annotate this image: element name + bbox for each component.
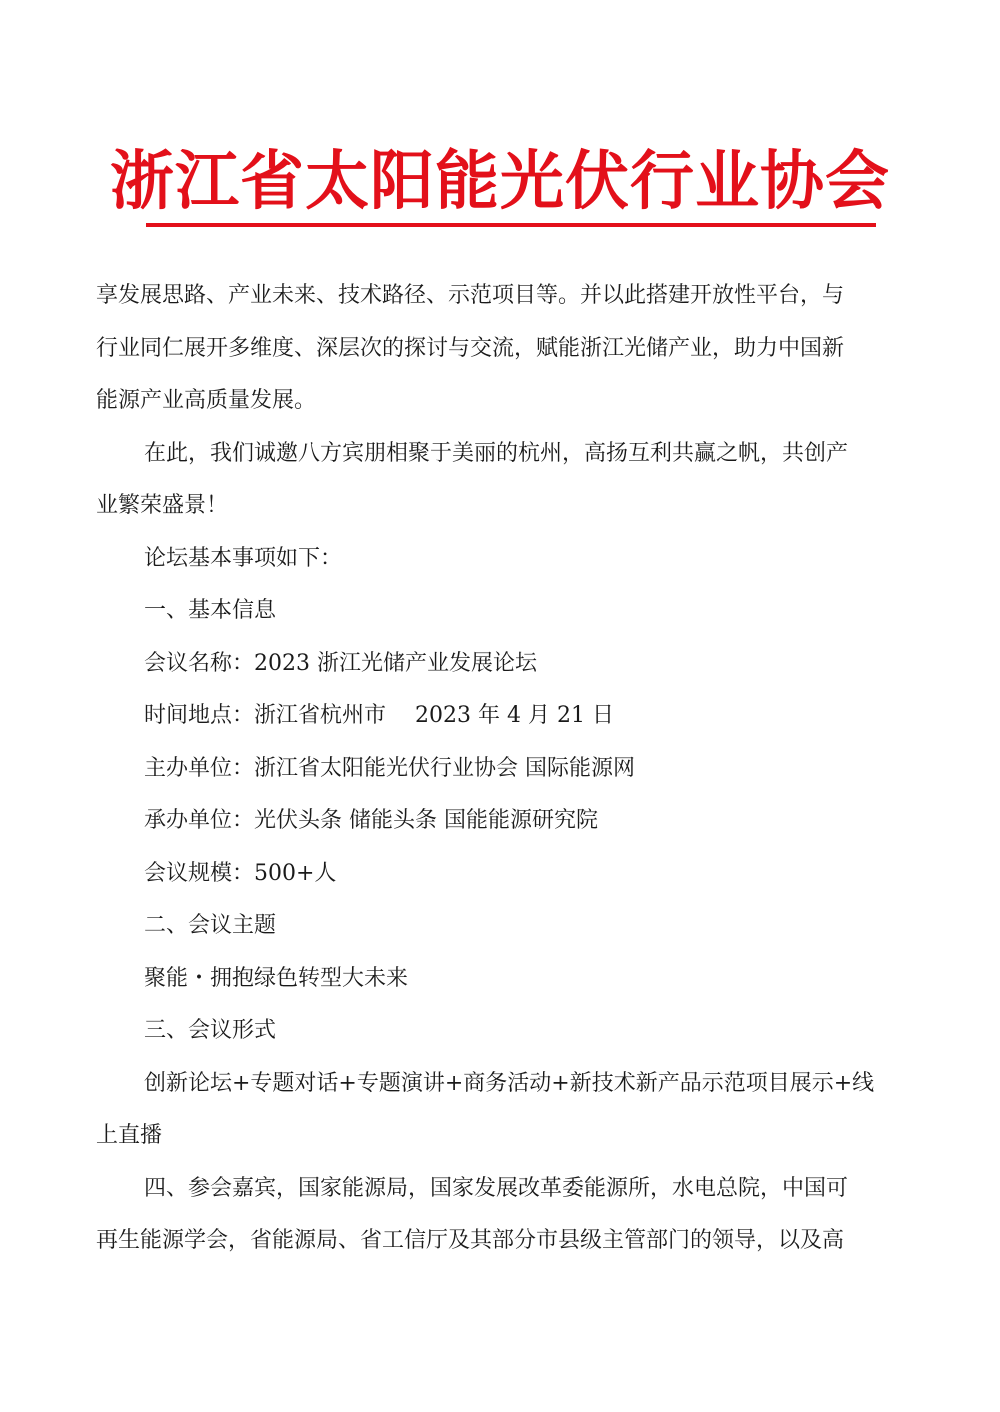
letterhead-title: 浙江省太阳能光伏行业协会 [110,145,890,219]
section-heading-theme: 二、会议主题 [144,913,277,938]
body-line: 论坛基本事项如下： [144,545,343,571]
format-line-continued: 上直播 [96,1123,163,1148]
body-line: 业繁荣盛景！ [96,493,229,518]
letterhead-rule [146,223,876,227]
body-line: 行业同仁展开多维度、深层次的探讨与交流，赋能浙江光储产业，助力中国新 [96,335,845,361]
guests-line: 四、参会嘉宾，国家能源局，国家发展改革委能源所，水电总院，中国可 [144,1175,849,1201]
guests-line-continued: 再生能源学会，省能源局、省工信厅及其部分市县级主管部门的领导，以及高 [96,1228,845,1253]
section-heading-basic-info: 一、基本信息 [144,598,277,623]
document-body [96,270,908,1268]
meeting-name-line: 会议名称：2023 浙江光储产业发展论坛 [144,650,537,676]
body-line: 能源产业高质量发展。 [96,388,317,413]
body-line: 享发展思路、产业未来、技术路径、示范项目等。并以此搭建开放性平台，与 [96,283,845,308]
format-line: 创新论坛+专题对话+专题演讲+商务活动+新技术新产品示范项目展示+线 [144,1070,875,1096]
organizer-line: 主办单位：浙江省太阳能光伏行业协会 国际能源网 [144,755,635,781]
body-line: 在此，我们诚邀八方宾朋相聚于美丽的杭州，高扬互利共赢之帆，共创产 [144,440,849,466]
meeting-scale-line: 会议规模：500+人 [144,860,337,886]
section-heading-format: 三、会议形式 [144,1018,277,1043]
theme-line: 聚能・拥抱绿色转型大未来 [144,965,409,991]
co-organizer-line: 承办单位：光伏头条 储能头条 国能能源研究院 [144,808,598,833]
time-location-line: 时间地点：浙江省杭州市 2023 年 4 月 21 日 [144,703,614,728]
